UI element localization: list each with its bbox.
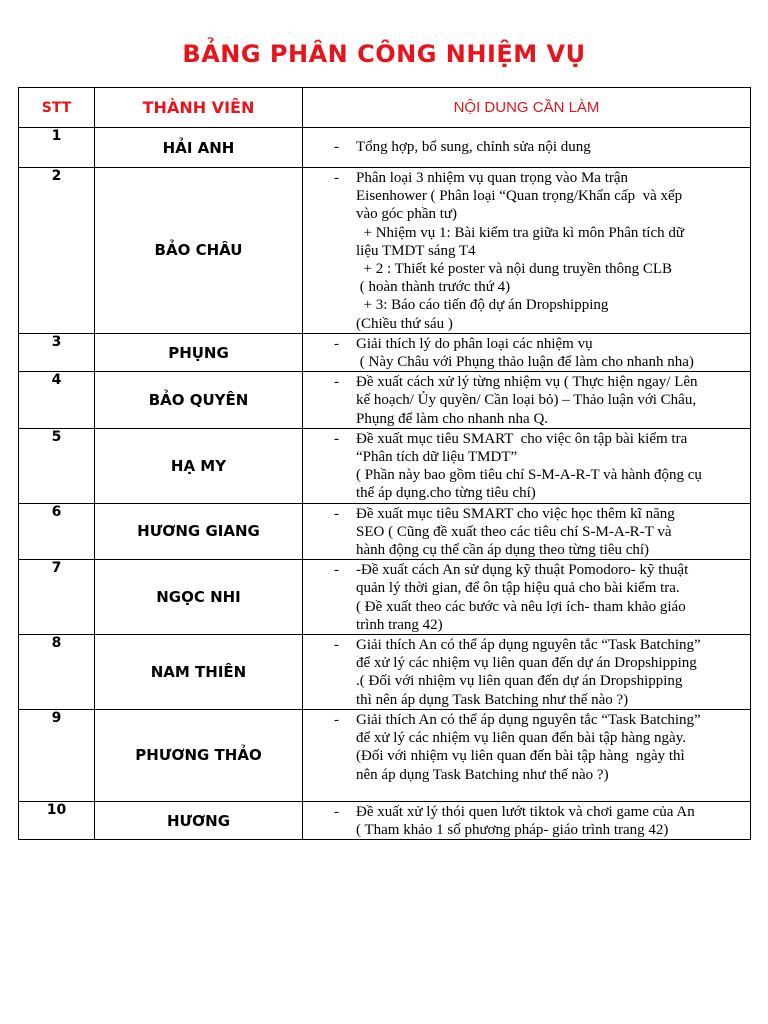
task-text-line: ( Đề xuất theo các bước và nêu lợi ích- tham khảo giáo — [356, 598, 686, 615]
task-text-line: ( Tham khảo 1 số phương pháp- giáo trình trang 42) — [356, 822, 669, 839]
row-task-content — [303, 333, 751, 371]
task-text-line: + Nhiệm vụ 1: Bài kiểm tra giữa kì môn Phân tích dữ — [356, 224, 685, 241]
table-row — [19, 709, 751, 801]
task-text-line: thể áp dụng.cho từng tiêu chí) — [356, 485, 536, 502]
table-row — [19, 333, 751, 371]
row-stt: 1 — [19, 128, 95, 168]
table-row — [19, 372, 751, 429]
task-text-line: + 2 : Thiết ké poster và nội dung truyền thông CLB — [356, 261, 673, 278]
bullet-dash: - — [334, 505, 339, 522]
task-text-line: -Đề xuất cách An sử dụng kỹ thuật Pomodoro- kỹ thuật — [356, 562, 689, 579]
table-row — [19, 168, 751, 334]
task-list-item — [303, 711, 750, 784]
row-task-content — [303, 560, 751, 635]
bullet-dash: - — [334, 335, 339, 352]
bullet-dash: - — [334, 374, 339, 391]
row-stt: 3 — [19, 333, 95, 371]
row-member-name: PHƯƠNG THẢO — [95, 709, 303, 801]
table-row — [19, 801, 751, 839]
bullet-dash: - — [334, 803, 339, 820]
header-stt: STT — [19, 88, 95, 128]
task-text-line: trình trang 42) — [356, 616, 443, 633]
row-task-content — [303, 128, 751, 168]
task-list-item — [303, 169, 750, 333]
row-stt: 8 — [19, 635, 95, 710]
header-member: THÀNH VIÊN — [95, 88, 303, 128]
task-list-item — [303, 335, 750, 371]
table-row — [19, 560, 751, 635]
row-member-name: PHỤNG — [95, 333, 303, 371]
row-stt: 10 — [19, 801, 95, 839]
row-stt: 9 — [19, 709, 95, 801]
row-member-name: BẢO CHÂU — [95, 168, 303, 334]
task-text-line: “Phân tích dữ liệu TMDT” — [356, 449, 518, 466]
task-text-line: Giải thích lý do phân loại các nhiệm vụ — [356, 335, 593, 352]
task-text-line: để xử lý các nhiệm vụ liên quan đến bài tập hàng ngày. — [356, 730, 686, 747]
table-row — [19, 428, 751, 503]
row-member-name: NAM THIÊN — [95, 635, 303, 710]
task-text-line: liệu TMDT sáng T4 — [356, 242, 476, 259]
task-text-line: thì nên áp dụng Task Batching như thế nào ?) — [356, 691, 629, 708]
task-text-line: quản lý thời gian, để ôn tập hiệu quả cho bài kiểm tra. — [356, 580, 680, 597]
bullet-dash: - — [334, 562, 339, 579]
task-text-line: nên áp dụng Task Batching như thế nào ?) — [356, 766, 609, 783]
table-row — [19, 503, 751, 560]
task-list-item — [303, 373, 750, 428]
row-stt: 2 — [19, 168, 95, 334]
row-member-name: HẢI ANH — [95, 128, 303, 168]
row-stt: 7 — [19, 560, 95, 635]
table-row — [19, 128, 751, 168]
bullet-dash: - — [334, 170, 339, 186]
row-task-content — [303, 428, 751, 503]
row-stt: 5 — [19, 428, 95, 503]
table-header-row — [19, 88, 751, 128]
row-member-name: HƯƠNG GIANG — [95, 503, 303, 560]
task-list-item — [303, 138, 750, 156]
row-task-content — [303, 168, 751, 334]
row-task-content — [303, 801, 751, 839]
task-list-item — [303, 430, 750, 503]
task-text-line: hành động cụ thể cần áp dụng theo từng tiêu chí) — [356, 542, 650, 559]
task-text-line: Tổng hợp, bổ sung, chỉnh sửa nội dung — [356, 139, 591, 155]
row-member-name: NGỌC NHI — [95, 560, 303, 635]
task-text-line: Đề xuất cách xử lý từng nhiệm vụ ( Thực hiện ngay/ Lên — [356, 374, 698, 391]
task-text-line: (Đối với nhiệm vụ liên quan đến bài tập hàng ngày thì — [356, 748, 685, 765]
task-text-line: ( hoàn thành trước thứ 4) — [356, 279, 511, 296]
table-row — [19, 635, 751, 710]
task-list-item — [303, 636, 750, 709]
bullet-dash: - — [334, 637, 339, 654]
row-task-content — [303, 503, 751, 560]
row-task-content — [303, 372, 751, 429]
task-text-line: kế hoạch/ Ủy quyền/ Cần loại bỏ) – Thảo luận với Châu, — [356, 392, 697, 409]
task-text-line: ( Phần này bao gồm tiêu chí S-M-A-R-T và hành động cụ — [356, 467, 702, 484]
bullet-dash: - — [334, 139, 339, 155]
task-text-line: Phụng để làm cho nhanh nha Q. — [356, 410, 549, 427]
page-title: BẢNG PHÂN CÔNG NHIỆM VỤ — [182, 40, 586, 68]
assignment-table — [18, 87, 751, 840]
task-text-line: vào góc phần tư) — [356, 206, 458, 223]
task-text-line: Đề xuất xử lý thói quen lướt tiktok và chơi game của An — [356, 803, 695, 820]
row-member-name: BẢO QUYÊN — [95, 372, 303, 429]
header-content: NỘI DUNG CẦN LÀM — [303, 88, 751, 128]
row-task-content — [303, 635, 751, 710]
task-text-line: .( Đối với nhiệm vụ liên quan đến dự án Dropshipping — [356, 673, 683, 690]
task-text-line: Giải thích An có thể áp dụng nguyên tắc “Task Batching” — [356, 711, 701, 728]
task-text-line: để xử lý các nhiệm vụ liên quan đến dự án Dropshipping — [356, 655, 697, 672]
bullet-dash: - — [334, 430, 339, 447]
bullet-dash: - — [334, 711, 339, 728]
task-list-item — [303, 505, 750, 560]
task-text-line: Phân loại 3 nhiệm vụ quan trọng vào Ma trận — [356, 170, 629, 186]
row-stt: 4 — [19, 372, 95, 429]
row-member-name: HẠ MY — [95, 428, 303, 503]
task-text-line: (Chiều thứ sáu ) — [356, 315, 453, 332]
task-text-line: ( Này Châu với Phụng thảo luận để làm cho nhanh nha) — [356, 354, 694, 371]
row-task-content — [303, 709, 751, 801]
task-text-line: + 3: Báo cáo tiến độ dự án Dropshipping — [356, 297, 609, 314]
task-text-line: Đề xuất mục tiêu SMART cho việc học thêm kĩ năng — [356, 505, 675, 522]
row-member-name: HƯƠNG — [95, 801, 303, 839]
task-list-item — [303, 561, 750, 634]
task-text-line: Giải thích An có thể áp dụng nguyên tắc “Task Batching” — [356, 637, 701, 654]
task-text-line: SEO ( Cũng đề xuất theo các tiêu chí S-M-A-R-T và — [356, 523, 672, 540]
task-list-item — [303, 803, 750, 839]
task-text-line: Eisenhower ( Phân loại “Quan trọng/Khẩn cấp và xếp — [356, 188, 683, 205]
task-text-line: Đề xuất mục tiêu SMART cho việc ôn tập bài kiểm tra — [356, 430, 688, 447]
row-stt: 6 — [19, 503, 95, 560]
